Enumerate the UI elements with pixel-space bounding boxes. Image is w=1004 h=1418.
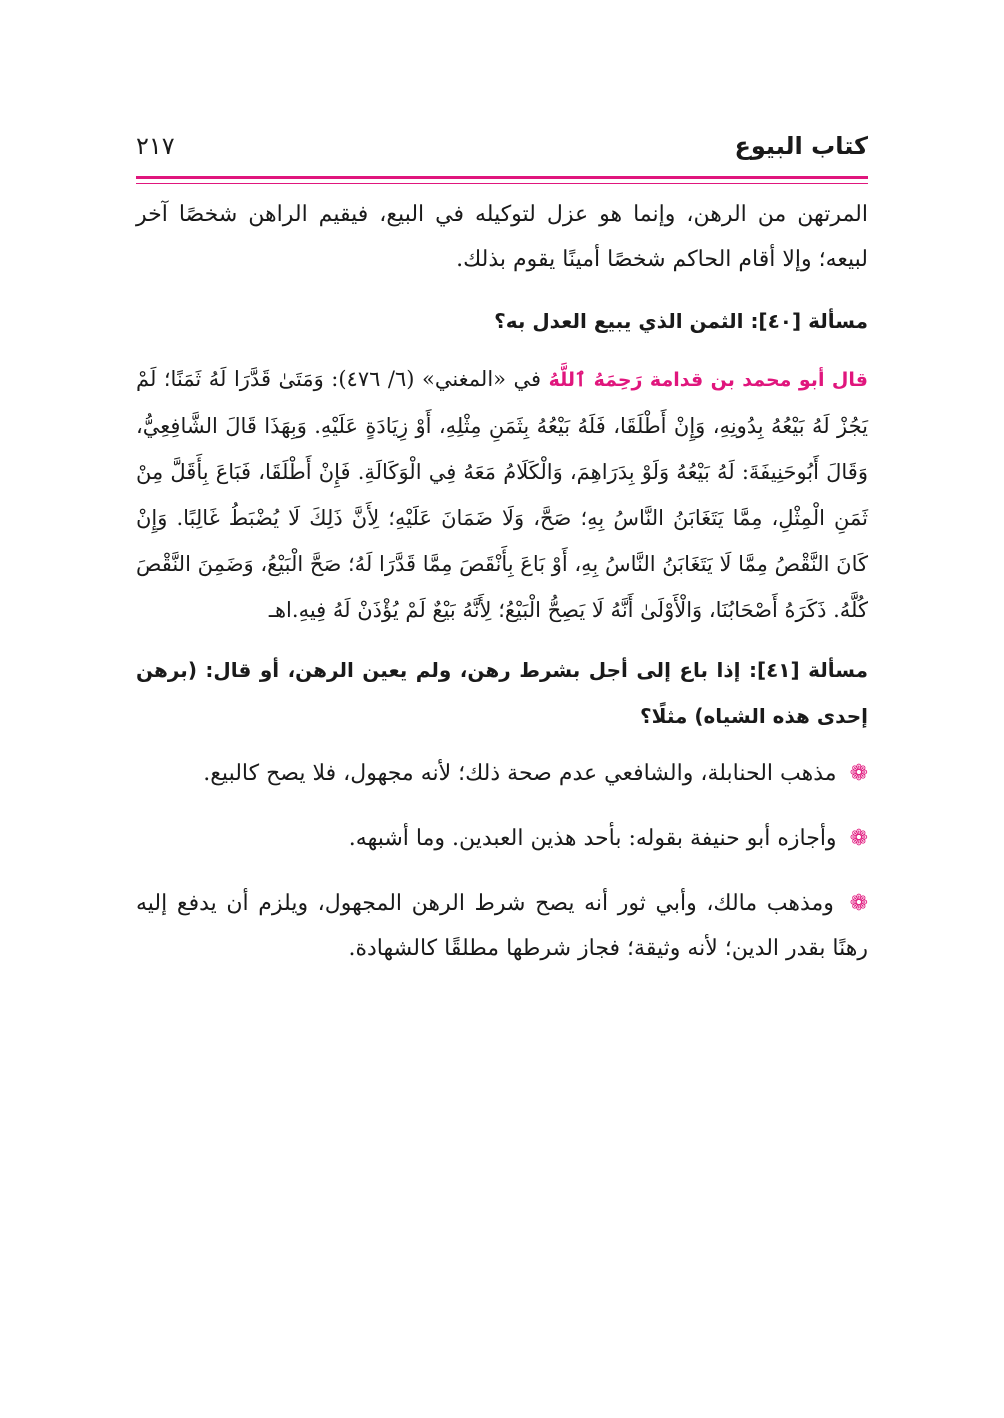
intro-paragraph: المرتهن من الرهن، وإنما هو عزل لتوكيله في البيع، فيقيم الراهن شخصًا آخر لبيعه؛ وإلا أقام الحاكم شخصًا أمينًا يقوم بذلك. <box>136 202 868 272</box>
flower-ornament-icon: ❁ <box>849 891 868 916</box>
header-rule-thick <box>136 176 868 179</box>
book-title: كتاب البيوع <box>734 132 868 160</box>
opinion-text: ومذهب مالك، وأبي ثور أنه يصح شرط الرهن المجهول، ويلزم أن يدفع إليه رهنًا بقدر الدين؛ لأنه وثيقة؛ فجاز شرطها مطلقًا كالشهادة. <box>136 891 868 961</box>
page-content <box>136 192 868 991</box>
issue-41-heading <box>136 647 868 739</box>
flower-ornament-icon: ❁ <box>849 761 868 786</box>
opinion-item <box>136 751 868 796</box>
quote-paragraph <box>136 356 868 633</box>
opinion-text: وأجازه أبو حنيفة بقوله: بأحد هذين العبدين. وما أشبهه. <box>348 826 837 851</box>
opinion-item <box>136 816 868 861</box>
opinion-item <box>136 881 868 971</box>
issue-41-label: مسألة [٤١]: <box>748 658 868 682</box>
quote-author: قال أبو محمد بن قدامة رَحِمَهُ ٱللَّهُ <box>548 369 868 391</box>
issue-40-label: مسألة [٤٠]: <box>750 309 868 333</box>
page-number: ٢١٧ <box>136 132 175 160</box>
flower-ornament-icon: ❁ <box>849 826 868 851</box>
issue-40-title: الثمن الذي يبيع العدل به؟ <box>494 309 744 333</box>
opinion-text: مذهب الحنابلة، والشافعي عدم صحة ذلك؛ لأنه مجهول، فلا يصح كالبيع. <box>203 761 837 786</box>
page-header <box>136 128 868 168</box>
issue-40-heading <box>136 298 868 344</box>
quote-text: وَمَتَىٰ قَدَّرَا لَهُ ثَمَنًا؛ لَمْ يَجُزْ لَهُ بَيْعُهُ بِدُونِهِ، وَإِنْ أَطْلَقَا، فَلَهُ بَيْعُهُ بِثَمَنِ مِثْلِهِ، أَوْ زِيَادَةٍ عَلَيْهِ. وَبِهَذَا قَالَ الشَّافِعِيُّ، وَقَالَ أَبُوحَنِيفَةَ: لَهُ بَيْعُهُ وَلَوْ بِدَرَاهِمَ، وَالْكَلَامُ مَعَهُ فِي الْوَكَالَةِ. فَإِنْ أَطْلَقَا، فَبَاعَ بِأَقَلَّ مِنْ ثَمَنِ الْمِثْلِ، مِمَّا يَتَغَابَنُ النَّاسُ بِهِ؛ صَحَّ، وَلَا ضَمَانَ عَلَيْهِ؛ لِأَنَّ ذَلِكَ لَا يُضْبَطُ غَالِبًا. وَإِنْ كَانَ النَّقْصُ مِمَّا لَا يَتَغَابَنُ النَّاسُ بِهِ، أَوْ بَاعَ بِأَنْقَصَ مِمَّا قَدَّرَا لَهُ؛ صَحَّ الْبَيْعُ، وَضَمِنَ النَّقْصَ كُلَّهُ. ذَكَرَهُ أَصْحَابُنَا، وَالْأَوْلَىٰ أَنَّهُ لَا يَصِحُّ الْبَيْعُ؛ لِأَنَّهُ بَيْعٌ لَمْ يُؤْذَنْ لَهُ فِيهِ.اهـ <box>136 367 868 622</box>
issue-41-title: إذا باع إلى أجل بشرط رهن، ولم يعين الرهن، أو قال: (برهن إحدى هذه الشياه) مثلًا؟ <box>136 658 868 728</box>
quote-source: في «المغني» (٦/ ٤٧٦): <box>331 367 542 391</box>
header-rule-thin <box>136 183 868 184</box>
